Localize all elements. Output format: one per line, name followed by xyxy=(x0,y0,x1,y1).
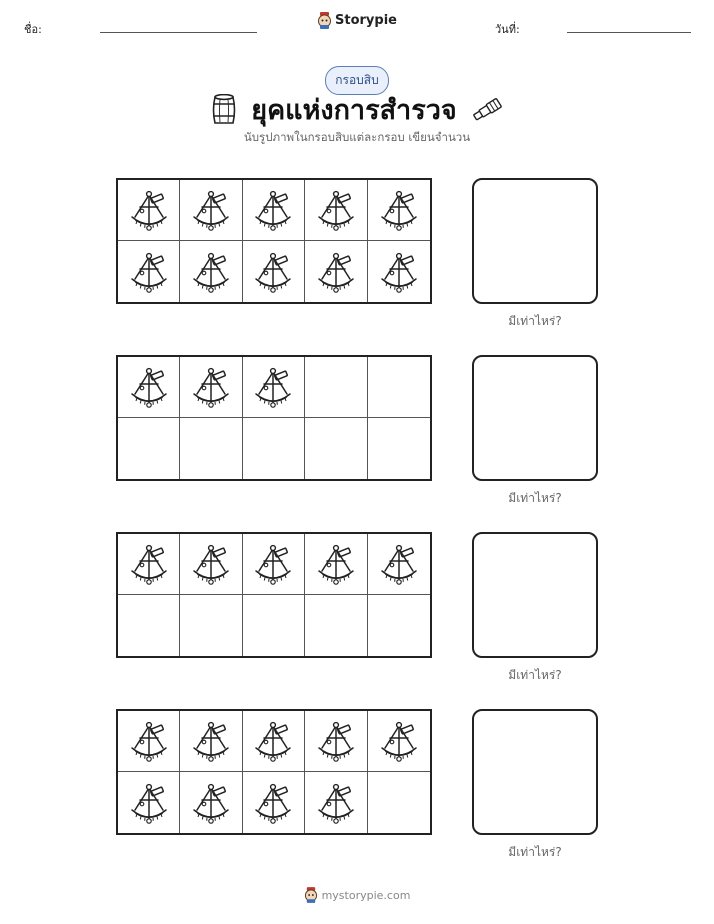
ten-frame-cell xyxy=(243,418,305,479)
sextant-icon xyxy=(128,249,170,295)
sextant-icon xyxy=(128,364,170,410)
ten-frame-1 xyxy=(116,178,432,304)
sextant-icon xyxy=(378,249,420,295)
ten-frame-cell xyxy=(243,534,305,595)
ten-frame-cell xyxy=(305,772,367,833)
how-many-label: มีเท่าไหร่? xyxy=(508,314,562,328)
sextant-icon xyxy=(190,249,232,295)
ten-frame-cell xyxy=(368,534,430,595)
ten-frame-cell xyxy=(368,772,430,833)
ten-frame-cell xyxy=(305,241,367,302)
sextant-icon xyxy=(315,249,357,295)
storypie-mascot-icon xyxy=(304,887,318,903)
ten-frame-cell xyxy=(118,772,180,833)
ten-frame-cell xyxy=(118,595,180,656)
telescope-icon xyxy=(471,97,503,123)
storypie-mascot-icon xyxy=(317,12,332,29)
ten-frame-cell xyxy=(305,357,367,418)
ten-frame-cell xyxy=(180,595,242,656)
answer-box-2[interactable] xyxy=(472,355,598,481)
ten-frame-cell xyxy=(368,595,430,656)
ten-frame-cell xyxy=(243,180,305,241)
ten-frame-cell xyxy=(243,711,305,772)
ten-frame-cell xyxy=(368,418,430,479)
ten-frame-cell xyxy=(118,711,180,772)
ten-frame-cell xyxy=(243,357,305,418)
sextant-icon xyxy=(252,780,294,826)
how-many-label: มีเท่าไหร่? xyxy=(508,845,562,859)
sextant-icon xyxy=(190,187,232,233)
ten-frame-cell xyxy=(180,241,242,302)
sextant-icon xyxy=(128,718,170,764)
sextant-icon xyxy=(190,780,232,826)
instructions: นับรูปภาพในกรอบสิบแต่ละกรอบ เขียนจำนวน xyxy=(243,130,471,144)
ten-frame-cell xyxy=(180,534,242,595)
ten-frame-cell xyxy=(305,711,367,772)
ten-frame-2 xyxy=(116,355,432,481)
name-label: ชื่อ: xyxy=(24,23,42,36)
ten-frame-cell xyxy=(118,357,180,418)
brand-name: Storypie xyxy=(335,13,397,28)
sextant-icon xyxy=(128,187,170,233)
ten-frame-cell xyxy=(118,418,180,479)
ten-frame-cell xyxy=(180,711,242,772)
sextant-icon xyxy=(252,364,294,410)
ten-frame-cell xyxy=(243,241,305,302)
answer-box-4[interactable] xyxy=(472,709,598,835)
ten-frame-cell xyxy=(368,711,430,772)
footer xyxy=(0,887,714,906)
sextant-icon xyxy=(252,249,294,295)
sextant-icon xyxy=(315,718,357,764)
topic-badge: กรอบสิบ xyxy=(325,66,388,95)
ten-frame-cell xyxy=(305,595,367,656)
page-title: ยุคแห่งการสำรวจ xyxy=(251,95,457,126)
brand-logo xyxy=(0,12,714,33)
ten-frame-4 xyxy=(116,709,432,835)
ten-frame-cell xyxy=(118,534,180,595)
ten-frame-cell xyxy=(368,357,430,418)
sextant-icon xyxy=(190,718,232,764)
barrel-icon xyxy=(211,94,237,126)
sextant-icon xyxy=(315,541,357,587)
sextant-icon xyxy=(252,187,294,233)
sextant-icon xyxy=(190,364,232,410)
ten-frame-cell xyxy=(180,357,242,418)
ten-frame-cell xyxy=(305,418,367,479)
ten-frame-cell xyxy=(368,180,430,241)
answer-box-3[interactable] xyxy=(472,532,598,658)
sextant-icon xyxy=(378,187,420,233)
date-line[interactable] xyxy=(567,32,691,33)
ten-frame-cell xyxy=(305,534,367,595)
ten-frame-cell xyxy=(180,418,242,479)
footer-url[interactable]: mystorypie.com xyxy=(321,888,411,902)
sextant-icon xyxy=(252,541,294,587)
sextant-icon xyxy=(128,780,170,826)
sextant-icon xyxy=(190,541,232,587)
ten-frame-cell xyxy=(368,241,430,302)
date-label: วันที่: xyxy=(495,23,520,36)
sextant-icon xyxy=(378,718,420,764)
sextant-icon xyxy=(128,541,170,587)
ten-frame-cell xyxy=(180,180,242,241)
sextant-icon xyxy=(378,541,420,587)
ten-frame-cell xyxy=(305,180,367,241)
sextant-icon xyxy=(315,187,357,233)
ten-frame-cell xyxy=(180,772,242,833)
how-many-label: มีเท่าไหร่? xyxy=(508,668,562,682)
sextant-icon xyxy=(315,780,357,826)
ten-frame-3 xyxy=(116,532,432,658)
ten-frame-cell xyxy=(118,241,180,302)
how-many-label: มีเท่าไหร่? xyxy=(508,491,562,505)
ten-frame-cell xyxy=(243,772,305,833)
ten-frame-cell xyxy=(243,595,305,656)
sextant-icon xyxy=(252,718,294,764)
answer-box-1[interactable] xyxy=(472,178,598,304)
ten-frame-cell xyxy=(118,180,180,241)
